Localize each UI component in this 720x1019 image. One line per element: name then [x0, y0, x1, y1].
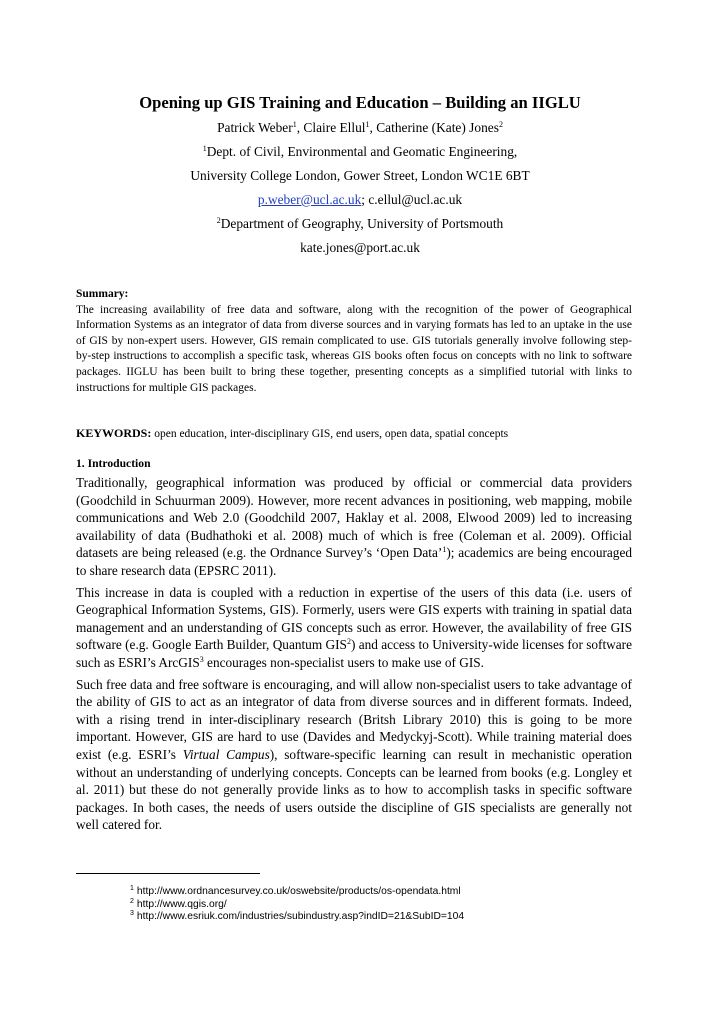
author-affiliation-mark: 1 — [365, 120, 370, 129]
affiliation-mark: 2 — [216, 216, 221, 225]
paragraph-text: Such free data and free software is encouraging, and will allow non-specialist users to take advantage of the ability of GIS to act as an integrator of data from diverse sources and in different formats. Indeed, with a rising trend in inter-disciplinary research (Britsh Library 2010) this is going to be more important. However, GIS are hard to use (Davides and Medyckyj-Scott). While training material does exist (e.g. ESRI’s — [76, 676, 632, 762]
keywords-line — [76, 426, 632, 442]
paragraph-text: This increase in data is coupled with a reduction in expertise of the users of this data (i.e. users of Geographical Information Systems, GIS). Formerly, users were GIS experts with training in spatial data management and an understanding of GIS concepts such as error. However, the availability of free GIS software (e.g. Google Earth Builder, Quantum GIS — [76, 584, 632, 653]
author-affiliation-mark: 2 — [498, 120, 503, 129]
footnote — [130, 886, 464, 899]
affiliation-1 — [88, 140, 632, 164]
keywords-text: open education, inter-disciplinary GIS, end users, open data, spatial concepts — [151, 428, 509, 440]
paragraph-text: ); academics are being encouraged to share research data (EPSRC 2011). — [76, 545, 633, 578]
paper-title: Opening up GIS Training and Education – Building an IIGLU — [139, 93, 581, 112]
author-separator: , — [296, 120, 304, 135]
footnote-number: 3 — [130, 910, 134, 918]
footnote-ref: 3 — [199, 654, 204, 664]
paper-header — [88, 92, 632, 260]
paragraph-text: Traditionally, geographical information was produced by official or commercial data providers (Goodchild in Schuurman 2009). However, more recent advances in positioning, web mapping, mobile communications and Web 2.0 (Goodchild 2007, Haklay et al. 2008, Elwood 2009) led to increasing availability of data (Budhathoki et al. 2008) much of which is free (Coleman et al. 2009). Official datasets are being released (e.g. the Ordnance Survey’s ‘Open Data’ — [76, 475, 632, 561]
paragraph-text: ) and access to University-wide licenses for software such as ESRI’s ArcGIS — [76, 637, 632, 670]
affiliation-mark: 1 — [202, 144, 207, 153]
author-separator: , — [369, 120, 377, 135]
section-heading: 1. Introduction — [76, 457, 151, 470]
email-other: ; c.ellul@ucl.ac.uk — [361, 192, 463, 207]
footnote-number: 1 — [130, 885, 134, 892]
section-body — [76, 474, 632, 838]
footnote-ref: 2 — [346, 637, 351, 647]
footnote — [130, 899, 464, 912]
paragraph — [76, 474, 632, 580]
author-name: Patrick Weber — [217, 120, 293, 135]
keywords-label: KEYWORDS: — [76, 426, 152, 440]
affiliation-1-emails — [88, 188, 632, 212]
footnote-divider — [76, 873, 260, 874]
footnote-url[interactable]: http://www.ordnancesurvey.co.uk/oswebsite/products/os-opendata.html — [136, 886, 461, 897]
author-list — [88, 116, 632, 140]
paragraph — [76, 584, 632, 672]
author-name: Claire Ellul — [303, 120, 366, 135]
footnotes — [130, 886, 464, 924]
affiliation-1-line2: University College London, Gower Street, London WC1E 6BT — [190, 168, 530, 183]
paragraph — [76, 676, 632, 834]
affiliation-1-line1: Dept. of Civil, Environmental and Geomatic Engineering, — [206, 144, 518, 159]
summary-heading: Summary: — [76, 288, 129, 300]
affiliation-2-line: Department of Geography, University of Portsmouth — [220, 216, 504, 231]
affiliation-2-email: kate.jones@port.ac.uk — [300, 240, 420, 255]
summary-text: The increasing availability of free data and software, along with the recognition of the power of Geographical Information Systems as an integrator of data from diverse sources and in varying formats has led to an uptake in the use of GIS by non-expert users. However, GIS remain complicated to use. GIS tutorials generally involve following step-by-step instructions to accomplish a specific task, whereas GIS books often focus on concepts with no link to software packages. IIGLU has been built to bring these together, presenting concepts as a simplified tutorial with links to instructions for multiple GIS packages. — [76, 303, 632, 394]
footnote-url[interactable]: http://www.qgis.org/ — [136, 898, 227, 910]
author-affiliation-mark: 1 — [292, 120, 297, 129]
footnote — [130, 911, 464, 924]
footnote-number: 2 — [130, 897, 134, 905]
footnote-url[interactable]: http://www.esriuk.com/industries/subindustry.asp?indID=21&SubID=104 — [136, 911, 465, 923]
author-name: Catherine (Kate) Jones — [376, 120, 499, 135]
email-link[interactable]: p.weber@ucl.ac.uk — [257, 192, 362, 207]
affiliation-2 — [88, 212, 632, 236]
paragraph-text: ), software-specific learning can result in mechanistic operation without an understanding of underlying concepts. Concepts can be learned from books (e.g. Longley et al. 2011) but these do not generally provide links as to how to accomplish tasks in specific software packages. In both cases, the needs of users outside the discipline of GIS specialists are generally not well catered for. — [76, 746, 632, 833]
footnote-ref: 1 — [442, 545, 447, 555]
summary-section — [76, 287, 632, 396]
italic-term: Virtual Campus — [182, 746, 270, 762]
paragraph-text: encourages non-specialist users to make use of GIS. — [203, 654, 485, 670]
